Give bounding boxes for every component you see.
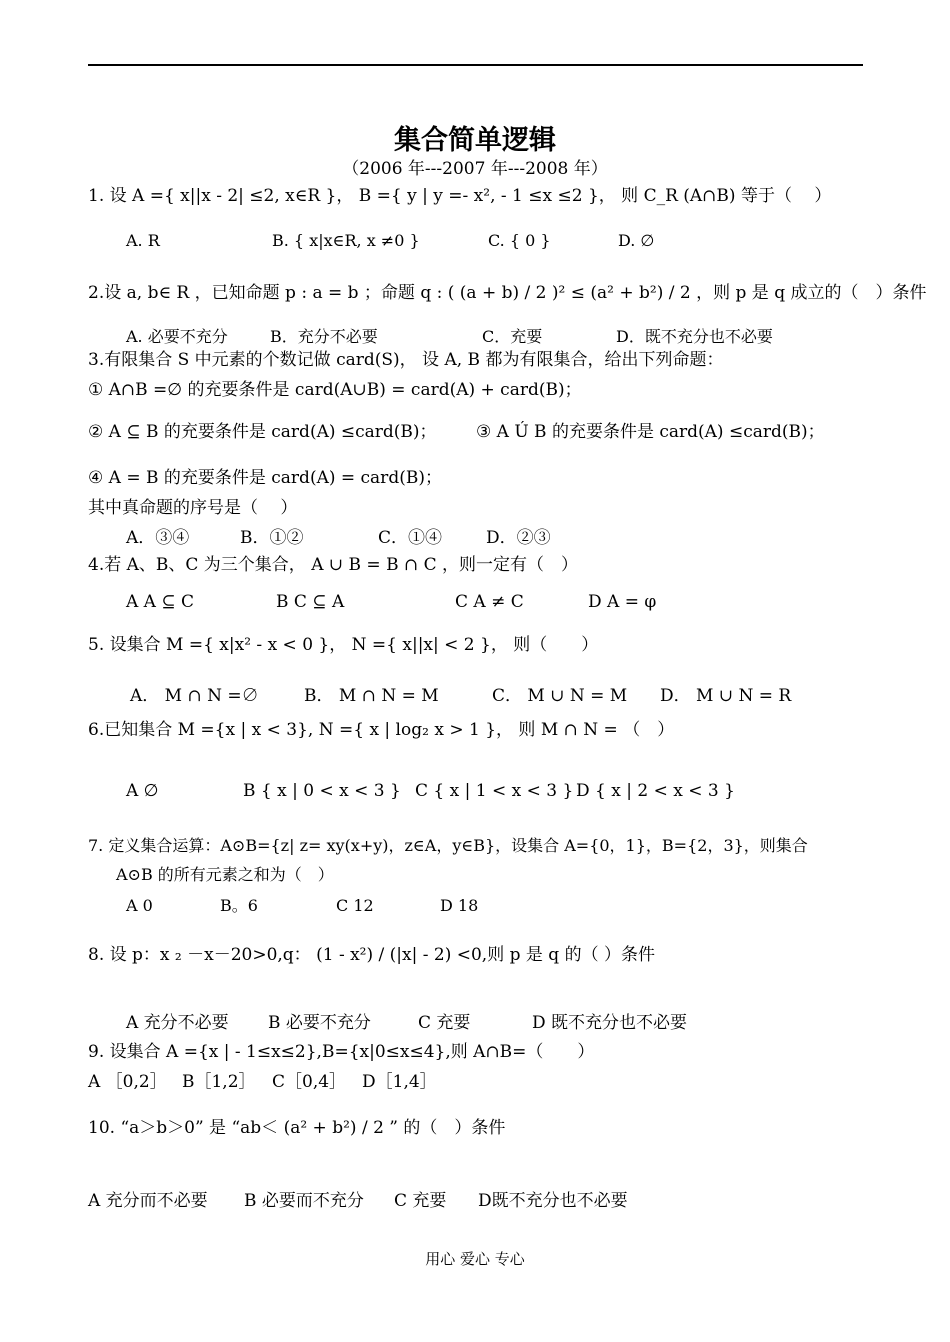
q5-option-c: C． M ∪ N = M (492, 686, 628, 706)
page-footer: 用心 爱心 专心 (425, 1250, 525, 1268)
page-subtitle: （2006 年---2007 年---2008 年） (342, 159, 608, 179)
q8-stem: 8. 设 p：x ₂ －x－20>0,q： (1 - x²) / (|x| - 2) <0,则 p 是 q 的（ ）条件 (88, 945, 655, 965)
q9-option-a: A ［0,2］ (88, 1072, 167, 1092)
q7-option-a: A 0 (126, 896, 153, 915)
q8-option-b: B 必要不充分 (268, 1013, 371, 1033)
q7-option-d: D 18 (440, 896, 479, 915)
q4-stem: 4.若 A、B、C 为三个集合， A ∪ B = B ∩ C ，则一定有（ ） (88, 555, 579, 575)
q3-item-2: ② A ⊆ B 的充要条件是 card(A) ≤card(B)； (88, 422, 437, 442)
q1-stem: 1. 设 A ={ x||x - 2| ≤2, x∈R }， B ={ y | y =- x², - 1 ≤x ≤2 }， 则 C_R (A∩B) 等于（ ） (88, 186, 832, 206)
q6-option-d: D { x | 2 < x < 3 } (576, 781, 735, 801)
q2-stem: 2.设 a, b∈ R ，已知命题 p : a = b ；命题 q : ( (a + b) / 2 )² ≤ (a² + b²) / 2 ，则 p 是 q 成立的（ ）条件 (88, 283, 927, 303)
q8-option-c: C 充要 (418, 1013, 471, 1033)
q2-option-b: B．充分不必要 (270, 327, 378, 346)
q5-option-d: D． M ∪ N = R (660, 686, 792, 706)
page-title: 集合简单逻辑 (394, 125, 556, 156)
q4-option-b: B C ⊆ A (276, 592, 345, 612)
top-rule (88, 64, 863, 66)
q4-option-a: A A ⊆ C (126, 592, 195, 612)
q3-option-c: C．①④ (378, 528, 443, 548)
q6-stem: 6.已知集合 M ={x | x < 3}, N ={ x | log₂ x > 1 }， 则 M ∩ N = （ ） (88, 720, 675, 740)
q6-option-c: C { x | 1 < x < 3 } (415, 781, 574, 801)
q3-option-d: D．②③ (486, 528, 551, 548)
q4-option-d: D A = φ (588, 592, 657, 612)
q9-option-c: C［0,4］ (272, 1072, 347, 1092)
q9-option-d: D［1,4］ (362, 1072, 437, 1092)
q9-option-b: B［1,2］ (182, 1072, 256, 1092)
q8-option-a: A 充分不必要 (126, 1013, 229, 1033)
q2-option-a: A. 必要不充分 (126, 327, 228, 346)
q2-option-d: D．既不充分也不必要 (616, 327, 773, 346)
q6-option-a: A ∅ (126, 781, 159, 801)
q3-item-3: ③ A Ú B 的充要条件是 card(A) ≤card(B)； (476, 422, 825, 442)
q2-option-c: C．充要 (482, 327, 543, 346)
q7-option-b: B。6 (220, 896, 258, 915)
q10-option-d: D既不充分也不必要 (478, 1191, 628, 1211)
q10-option-c: C 充要 (394, 1191, 447, 1211)
q7-stem: 7. 定义集合运算：A⊙B={z| z= xy(x+y)，z∈A，y∈B}，设集合 A={0，1}，B={2，3}，则集合 (88, 836, 808, 855)
q3-question: 其中真命题的序号是（ ） (88, 498, 298, 518)
q7-stem-continued: A⊙B 的所有元素之和为（ ） (116, 865, 334, 884)
q3-option-b: B．①② (240, 528, 304, 548)
q4-option-c: C A ≠ C (455, 592, 524, 612)
q3-stem: 3.有限集合 S 中元素的个数记做 card(S)， 设 A, B 都为有限集合，给出下列命题： (88, 350, 724, 370)
q1-option-c: C. { 0 } (488, 231, 551, 250)
q5-option-a: A． M ∩ N =∅ (130, 686, 259, 706)
q5-stem: 5. 设集合 M ={ x|x² - x < 0 }， N ={ x||x| < 2 }， 则（ ） (88, 635, 599, 655)
q10-option-a: A 充分而不必要 (88, 1191, 208, 1211)
q10-stem: 10. “a＞b＞0” 是 “ab＜ (a² + b²) / 2 ” 的（ ）条件 (88, 1118, 506, 1138)
q5-option-b: B． M ∩ N = M (304, 686, 439, 706)
q7-option-c: C 12 (336, 896, 374, 915)
q10-option-b: B 必要而不充分 (244, 1191, 364, 1211)
q3-option-a: A．③④ (126, 528, 190, 548)
q1-option-a: A. R (126, 231, 160, 250)
q3-item-1: ① A∩B =∅ 的充要条件是 card(A∪B) = card(A) + card(B)； (88, 380, 582, 400)
q1-option-d: D. ∅ (618, 231, 655, 250)
q9-stem: 9. 设集合 A ={x | - 1≤x≤2},B={x|0≤x≤4},则 A∩B=（ ） (88, 1042, 595, 1062)
q3-item-4: ④ A = B 的充要条件是 card(A) = card(B)； (88, 468, 442, 488)
q8-option-d: D 既不充分也不必要 (532, 1013, 688, 1033)
q1-option-b: B. { x|x∈R, x ≠0 } (272, 231, 420, 250)
q6-option-b: B { x | 0 < x < 3 } (243, 781, 401, 801)
